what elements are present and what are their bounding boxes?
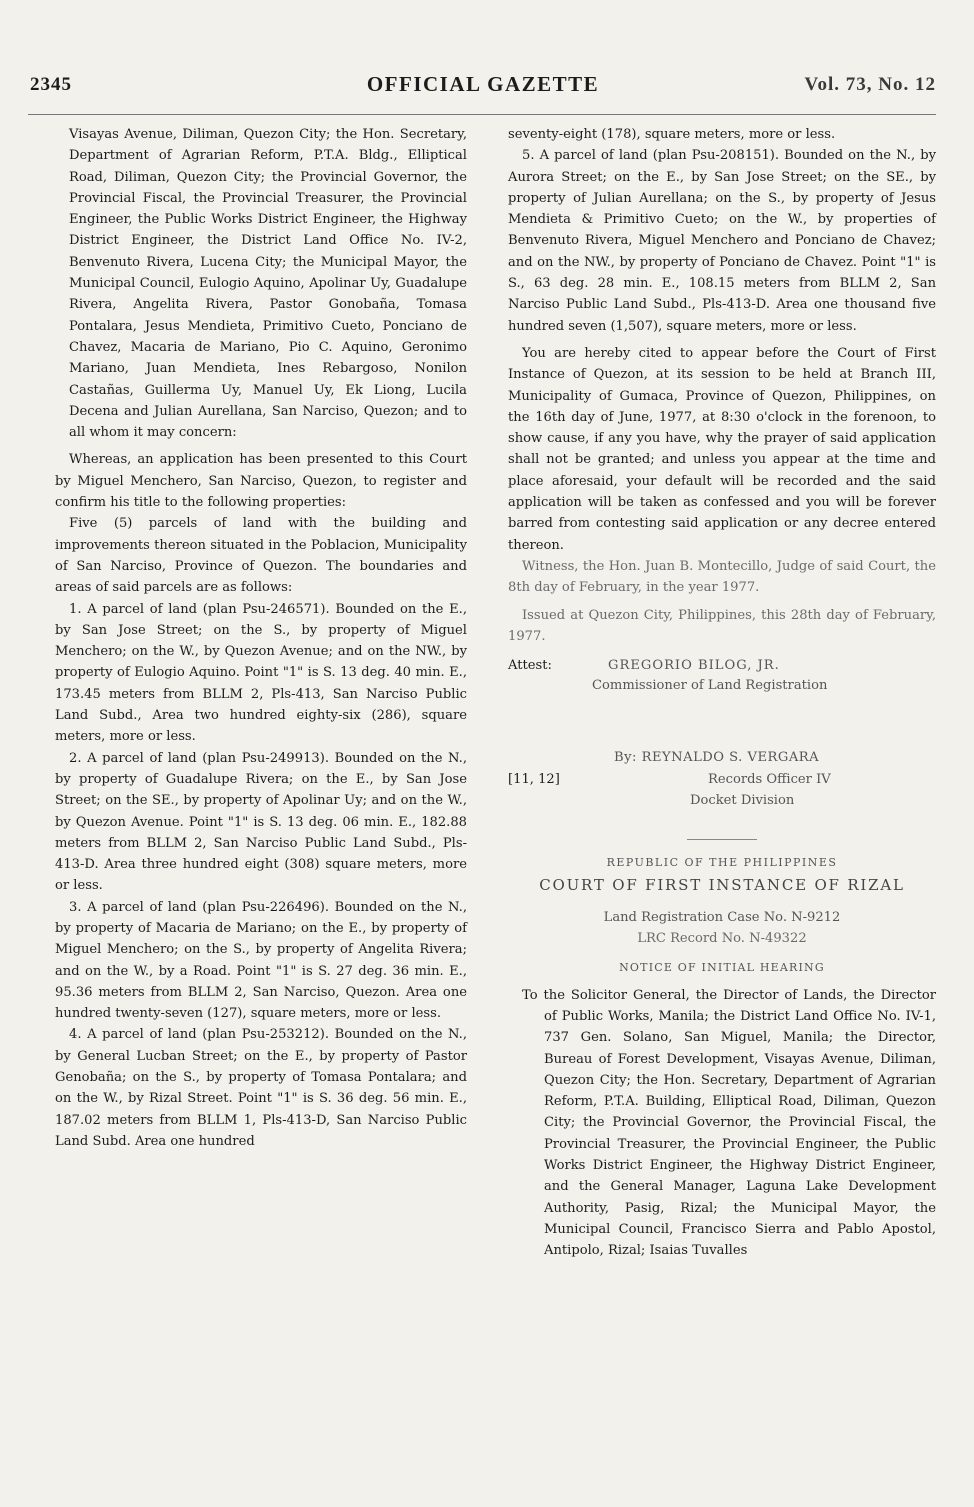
signature-block <box>508 747 936 829</box>
parcel-1-paragraph: 1. A parcel of land (plan Psu-246571). Bounded on the E., by San Jose Street; on the S., by property of Miguel Menchero; on the W., by Quezon Avenue; and on the NW., by property of Eulogio Aquino. Point "1" is S. 13 deg. 40 min. E., 173.45 meters from BLLM 2, Pls-413, San Narciso Public Land Subd., Area two hundred eighty-six (286), square meters, more or less. <box>55 601 467 745</box>
lrc-record: LRC Record No. N-49322 <box>637 931 807 947</box>
attest-title: Commissioner of Land Registration <box>592 678 828 694</box>
officer-title: Records Officer IV <box>708 772 831 788</box>
notice-title: NOTICE OF INITIAL HEARING <box>619 961 825 975</box>
issued-paragraph: Issued at Quezon City, Philippines, this 28th day of February, 1977. <box>508 607 936 644</box>
left-column <box>55 124 467 1152</box>
witness-paragraph: Witness, the Hon. Juan B. Montecillo, Judge of said Court, the 8th day of February, in the year 1977. <box>508 558 936 596</box>
parcel-3-paragraph: 3. A parcel of land (plan Psu-226496). Bounded on the N., by property of Macaria de Mariano; on the E., by property of Miguel Menchero; on the S., by property of Angelita Rivera; and on the W., by a Road. Point "1" is S. 27 deg. 36 min. E., 95.36 meters from BLLM 2, San Narciso, Quezon. Area one hundred twenty-seven (127), square meters, more or less. <box>55 899 467 1022</box>
issue-reference: [11, 12] <box>508 772 560 788</box>
court-heading: COURT OF FIRST INSTANCE OF RIZAL <box>539 876 905 895</box>
parcel-5-paragraph: 5. A parcel of land (plan Psu-208151). Bounded on the N., by Aurora Street; on the E., by San Jose Street; on the SE., by property of Julian Aurellana; on the S., by property of Jesus Mendieta & Primitivo Cueto; on the W., by properties of Benvenuto Rivera, Miguel Menchero and Ponciano de Chavez; and on the NW., by property of Ponciano de Chavez. Point "1" is S., 63 deg. 28 min. E., 108.15 meters from BLLM 2, San Narciso Public Land Subd., Pls-413-D. Area one thousand five hundred seven (1,507), square meters, more or less. <box>508 148 936 334</box>
page-number: 2345 <box>30 74 72 95</box>
section-divider <box>687 839 757 840</box>
right-column <box>508 124 936 1261</box>
addressees-paragraph: Visayas Avenue, Diliman, Quezon City; the Hon. Secretary, Department of Agrarian Reform, P.T.A. Bldg., Elliptical Road, Diliman, Quezon City; the Provincial Governor, the Provincial Fiscal, the Provincial Treasurer, the Provincial Engineer, the Public Works District Engineer, the Highway District Engineer, the District Land Office No. IV-2, Benvenuto Rivera, Lucena City; the Municipal Mayor, the Municipal Council, Eulogio Aquino, Apolinar Uy, Guadalupe Rivera, Angelita Rivera, Pastor Gonobaña, Tomasa Pontalara, Jesus Mendieta, Primitivo Cueto, Ponciano de Chavez, Macaria de Mariano, Pio C. Aquino, Geronimo Mariano, Juan Mendieta, Ines Rebargoso, Nonilon Castañas, Guillerma Uy, Manuel Uy, Ek Liong, Lucila Decena and Julian Aurellana, San Narciso, Quezon; and to all whom it may concern: <box>69 127 467 441</box>
parcels-intro-paragraph: Five (5) parcels of land with the building and improvements thereon situated in the Poblacion, Municipality of San Narciso, Province of Quezon. The boundaries and areas of said parcels are as follows: <box>55 516 467 596</box>
attest-block <box>508 655 936 741</box>
page-header <box>30 66 936 100</box>
attest-signatory: GREGORIO BILOG, JR. <box>608 658 780 674</box>
republic-heading: REPUBLIC OF THE PHILIPPINES <box>606 856 838 870</box>
parcel-2-paragraph: 2. A parcel of land (plan Psu-249913). Bounded on the N., by property of Guadalupe Rivera; on the E., by San Jose Street; on the SE., by property of Apolinar Uy; and on the W., by Quezon Avenue. Point "1" is S. 13 deg. 06 min. E., 182.88 meters from BLLM 2, San Narciso Public Land Subd., Pls-413-D. Area three hundred eight (308) square meters, more or less. <box>55 750 467 894</box>
header-rule <box>28 114 936 115</box>
volume-number: Vol. 73, No. 12 <box>804 74 936 95</box>
whereas-paragraph: Whereas, an application has been presented to this Court by Miguel Menchero, San Narciso, Quezon, to register and confirm his title to the following properties: <box>55 452 467 511</box>
case-number: Land Registration Case No. N-9212 <box>603 909 841 925</box>
citation-paragraph: You are hereby cited to appear before the Court of First Instance of Quezon, at its session to be held at Branch III, Municipality of Gumaca, Province of Quezon, Philippines, on the 16th day of June, 1977, at 8:30 o'clock in the forenoon, to show cause, if any you have, why the prayer of said application shall not be granted; and unless you appear at the time and place aforesaid, your default will be recorded and the said application will be taken as confessed and you will be forever barred from contesting said application or any decree entered thereon. <box>508 345 936 553</box>
division-name: Docket Division <box>690 793 795 809</box>
attest-label: Attest: <box>508 658 552 674</box>
parcel-4-continuation: seventy-eight (178), square meters, more or less. <box>508 127 836 142</box>
notice-addressees: To the Solicitor General, the Director of Lands, the Director of Public Works, Manila; the District Land Office No. IV-1, 737 Gen. Solano, San Miguel, Manila; the Director, Bureau of Forest Development, Visayas Avenue, Diliman, Quezon City; the Hon. Secretary, Department of Agrarian Reform, P.T.A. Building, Elliptical Road, Diliman, Quezon City; the Provincial Governor, the Provincial Fiscal, the Provincial Treasurer, the Provincial Engineer, the Public Works District Engineer, the Highway District Engineer, and the General Manager, Laguna Lake Development Authority, Pasig, Rizal; the Municipal Mayor, the Municipal Council, Francisco Sierra and Pablo Apostol, Antipolo, Rizal; Isaias Tuvalles <box>522 987 936 1259</box>
parcel-4-paragraph: 4. A parcel of land (plan Psu-253212). Bounded on the N., by General Lucban Street; on the E., by property of Pastor Genobaña; on the S., by property of Tomasa Pontalara; and on the W., by Rizal Street. Point "1" is S. 36 deg. 56 min. E., 187.02 meters from BLLM 1, Pls-413-D, San Narciso Public Land Subd. Area one hundred <box>55 1027 467 1149</box>
by-line: By: REYNALDO S. VERGARA <box>614 750 820 766</box>
publication-title: OFFICIAL GAZETTE <box>366 72 600 96</box>
